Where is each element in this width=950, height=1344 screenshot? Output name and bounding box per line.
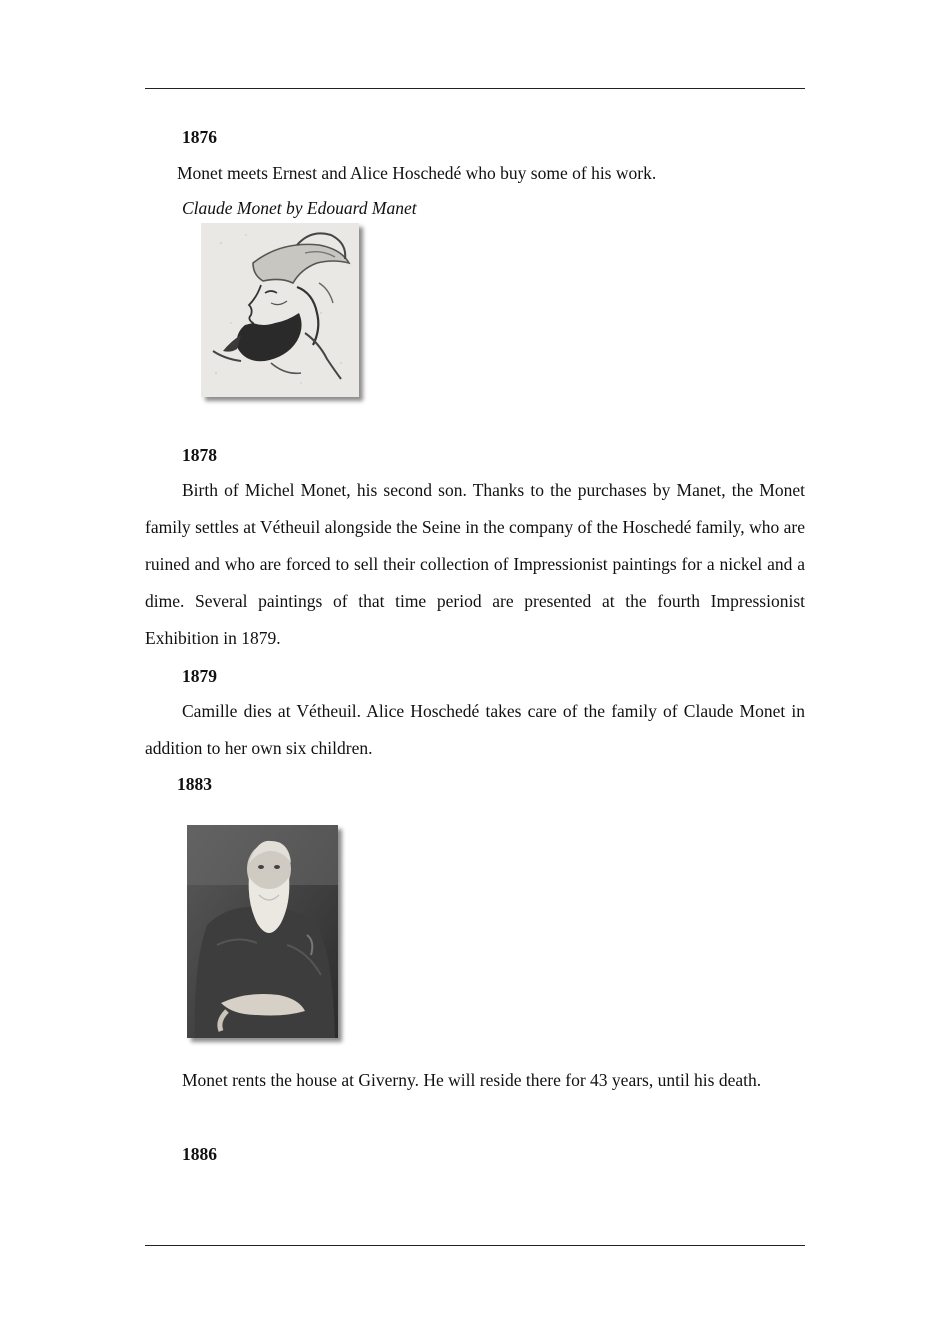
footer-rule — [145, 1245, 805, 1246]
year-1886-heading: 1886 — [182, 1144, 217, 1164]
portrait-sketch-caption: Claude Monet by Edouard Manet — [182, 198, 417, 218]
header-rule — [145, 88, 805, 89]
year-1879-heading: 1879 — [182, 666, 217, 686]
monet-photograph-image — [187, 825, 338, 1038]
monet-sketch-image — [201, 223, 359, 397]
entry-1883-text: Monet rents the house at Giverny. He will reside there for 43 years, until his death. — [182, 1070, 762, 1090]
entry-1878-text: Birth of Michel Monet, his second son. Thanks to the purchases by Manet, the Monet family settles at Vétheuil alongside the Seine in the company of the Hoschedé family, who are ruined and who are forced to sell their collection of Impressionist paintings for a nickel and a dime. Several paintings of that time period are presented at the fourth Impressionist Exhibition in 1879. — [145, 480, 805, 648]
year-1878-heading: 1878 — [182, 445, 217, 465]
year-1876-heading: 1876 — [182, 127, 217, 147]
entry-1879-text: Camille dies at Vétheuil. Alice Hoschedé takes care of the family of Claude Monet in addition to her own six children. — [145, 701, 805, 758]
year-1883-heading: 1883 — [177, 774, 212, 794]
entry-1876-text: Monet meets Ernest and Alice Hoschedé who buy some of his work. — [177, 163, 657, 183]
